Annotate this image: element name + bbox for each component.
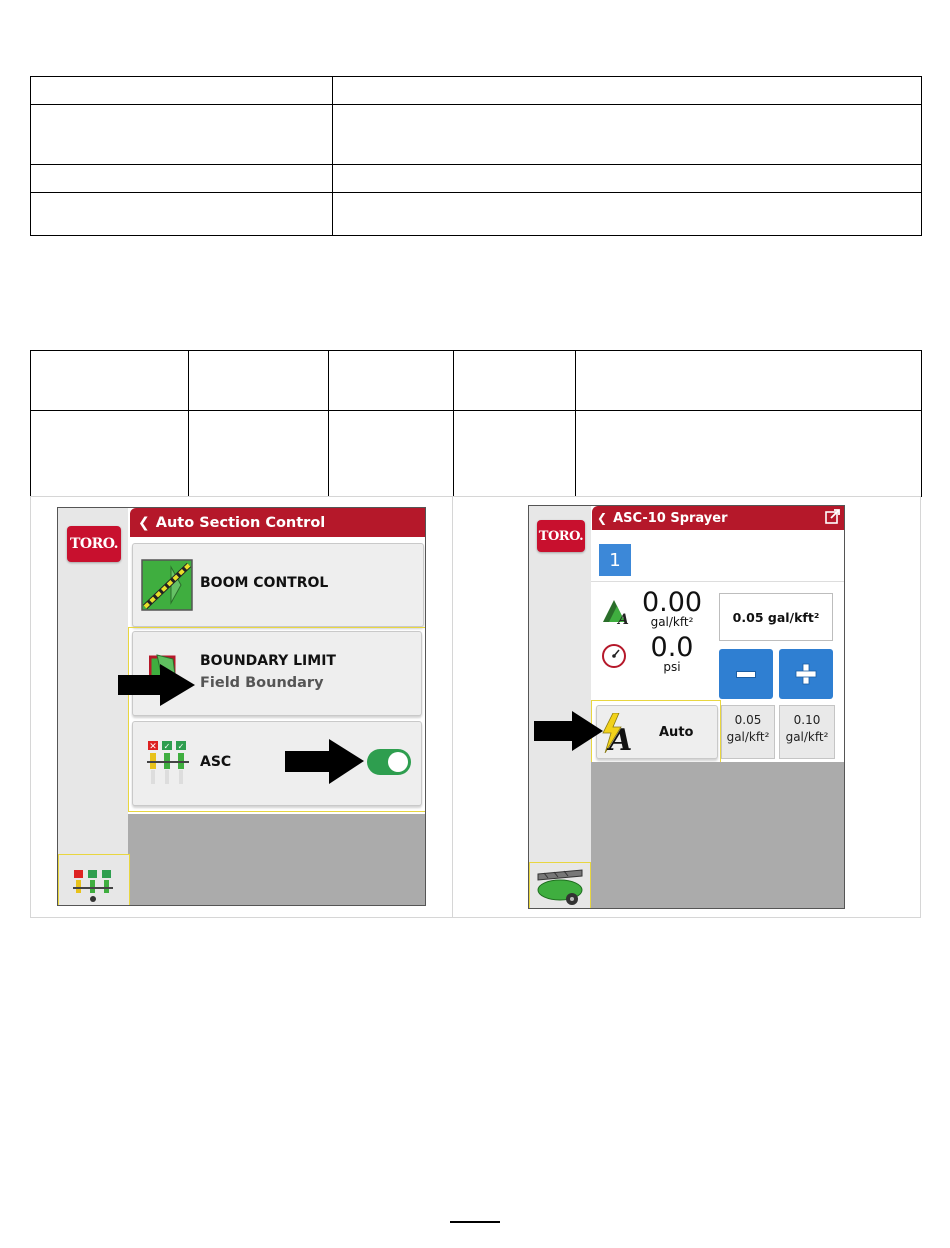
table-row <box>31 165 922 193</box>
table-row <box>31 351 922 411</box>
side-rail <box>58 508 128 906</box>
asc-label: ASC <box>200 754 232 770</box>
second-table <box>30 350 922 497</box>
arrow-to-asc-toggle <box>285 739 365 784</box>
preset-rate-2-button[interactable] <box>779 705 835 759</box>
asc-10-sprayer-screen <box>528 505 845 909</box>
svg-text:✓: ✓ <box>177 742 185 751</box>
boom-control-label: BOOM CONTROL <box>200 575 329 591</box>
back-chevron-icon[interactable]: ❮ <box>138 514 150 531</box>
target-rate-box[interactable]: 0.05 gal/kft² <box>719 593 833 641</box>
pressure-unit: psi <box>663 660 681 674</box>
rate-value: 0.00 <box>641 587 703 618</box>
rate-icon <box>599 596 629 626</box>
rate-unit: gal/kft² <box>650 615 694 629</box>
asc-sections-icon <box>147 740 191 786</box>
preset-1-value: 0.05 <box>734 713 762 727</box>
pressure-gauge-icon <box>601 643 627 669</box>
preset-2-unit: gal/kft² <box>785 730 829 744</box>
arrow-to-auto-button <box>534 711 604 751</box>
header-bar[interactable] <box>130 508 426 537</box>
decrease-rate-button[interactable] <box>719 649 773 699</box>
header-title: Auto Section Control <box>155 514 326 531</box>
toro-logo: TORO. <box>67 526 121 562</box>
svg-text:✕: ✕ <box>149 742 157 752</box>
asc-toggle[interactable] <box>367 749 411 775</box>
asc-tool-icon[interactable] <box>73 869 113 903</box>
toggle-knob <box>388 752 408 772</box>
auto-mode-label: Auto <box>659 725 694 740</box>
boundary-limit-value: Field Boundary <box>200 675 324 691</box>
auto-section-control-screen <box>57 507 426 906</box>
empty-content-area <box>591 762 845 909</box>
table-row <box>31 193 922 236</box>
table-row <box>31 105 922 165</box>
top-table <box>30 76 922 236</box>
svg-text:✓: ✓ <box>163 742 171 751</box>
plus-icon <box>794 662 818 686</box>
table-row <box>31 77 922 105</box>
external-link-icon[interactable] <box>824 509 841 526</box>
preset-rate-1-button[interactable] <box>721 705 775 759</box>
header-title: ASC-10 Sprayer <box>613 510 728 526</box>
toro-logo: TORO. <box>537 520 585 552</box>
boundary-limit-label: BOUNDARY LIMIT <box>200 653 336 669</box>
minus-icon <box>736 671 756 678</box>
svg-text:A: A <box>618 612 629 626</box>
increase-rate-button[interactable] <box>779 649 833 699</box>
preset-1-unit: gal/kft² <box>726 730 770 744</box>
auto-mode-icon <box>599 713 635 753</box>
section-tab-1[interactable]: 1 <box>599 544 631 576</box>
table-row <box>31 411 922 497</box>
boom-icon <box>141 559 193 611</box>
svg-text:A: A <box>609 723 633 753</box>
preset-2-value: 0.10 <box>793 713 821 727</box>
sprayer-tool-icon[interactable] <box>534 868 586 906</box>
back-chevron-icon[interactable]: ❮ <box>597 511 608 525</box>
empty-content-area <box>128 814 426 906</box>
pressure-value: 0.0 <box>650 632 694 663</box>
footer-rule <box>450 1221 500 1223</box>
header-bar[interactable] <box>592 506 845 530</box>
arrow-to-boundary-limit <box>118 664 196 706</box>
side-rail <box>529 506 591 909</box>
